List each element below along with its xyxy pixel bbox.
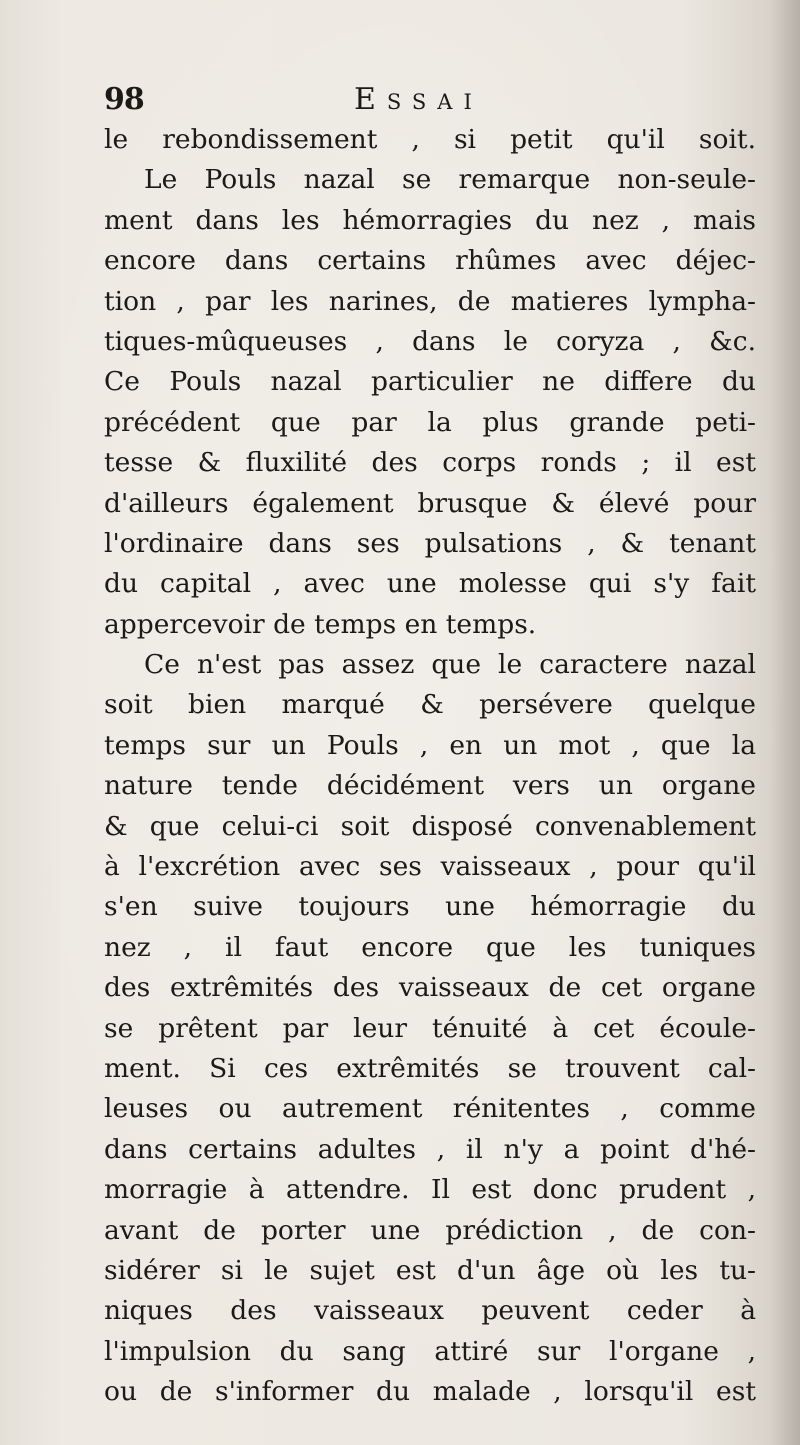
text-line: s'en suive toujours une hémorragie du <box>104 891 756 923</box>
text-line: Ce n'est pas assez que le caractere nazal <box>144 649 756 681</box>
text-line: ment dans les hémorragies du nez , mais <box>104 204 756 236</box>
text-line: l'ordinaire dans ses pulsations , & tenant <box>104 527 756 559</box>
text-line: ment. Si ces extrêmités se trouvent cal- <box>104 1052 756 1084</box>
text-line: appercevoir de temps en temps. <box>104 608 537 640</box>
text-line: Le Pouls nazal se remarque non-seule- <box>144 164 756 196</box>
text-line: & que celui-ci soit disposé convenablement <box>104 810 756 842</box>
text-line: morragie à attendre. Il est donc prudent , <box>104 1174 756 1206</box>
text-line: du capital , avec une molesse qui s'y fait <box>104 568 756 600</box>
text-line: dans certains adultes , il n'y a point d'hé- <box>104 1133 756 1165</box>
text-line: encore dans certains rhûmes avec déjec- <box>104 245 756 277</box>
text-line: à l'excrétion avec ses vaisseaux , pour qu'il <box>104 851 756 883</box>
text-line: tesse & fluxilité des corps ronds ; il est <box>104 447 756 479</box>
text-line: l'impulsion du sang attiré sur l'organe , <box>104 1335 756 1367</box>
text-line: sidérer si le sujet est d'un âge où les tu- <box>104 1254 756 1286</box>
page-header <box>104 80 754 120</box>
text-line: nez , il faut encore que les tuniques <box>104 931 756 963</box>
text-line: le rebondissement , si petit qu'il soit. <box>104 124 756 155</box>
text-line: temps sur un Pouls , en un mot , que la <box>104 729 756 761</box>
text-line: tion , par les narines, de matieres lympha- <box>104 285 756 317</box>
text-line: se prêtent par leur ténuité à cet écoule- <box>104 1012 756 1044</box>
text-line: ou de s'informer du malade , lorsqu'il est <box>104 1376 756 1408</box>
text-line: leuses ou autrement rénitentes , comme <box>104 1093 756 1125</box>
text-line: soit bien marqué & persévere quelque <box>104 689 756 721</box>
text-line: tiques-mûqueuses , dans le coryza , &c. <box>104 325 756 357</box>
page-gutter-shadow <box>770 0 800 1445</box>
text-line: nature tende décidément vers un organe <box>104 770 756 802</box>
text-line: Ce Pouls nazal particulier ne differe du <box>104 366 756 398</box>
text-line: d'ailleurs également brusque & élevé pour <box>104 487 756 519</box>
running-head: Essai <box>354 82 483 117</box>
body-text <box>104 120 756 1413</box>
text-line: niques des vaisseaux peuvent ceder à <box>104 1295 756 1327</box>
text-line: précédent que par la plus grande peti- <box>104 406 756 438</box>
text-line: avant de porter une prédiction , de con- <box>104 1214 756 1246</box>
page-number: 98 <box>104 82 144 117</box>
text-line: des extrêmités des vaisseaux de cet organe <box>104 972 756 1004</box>
